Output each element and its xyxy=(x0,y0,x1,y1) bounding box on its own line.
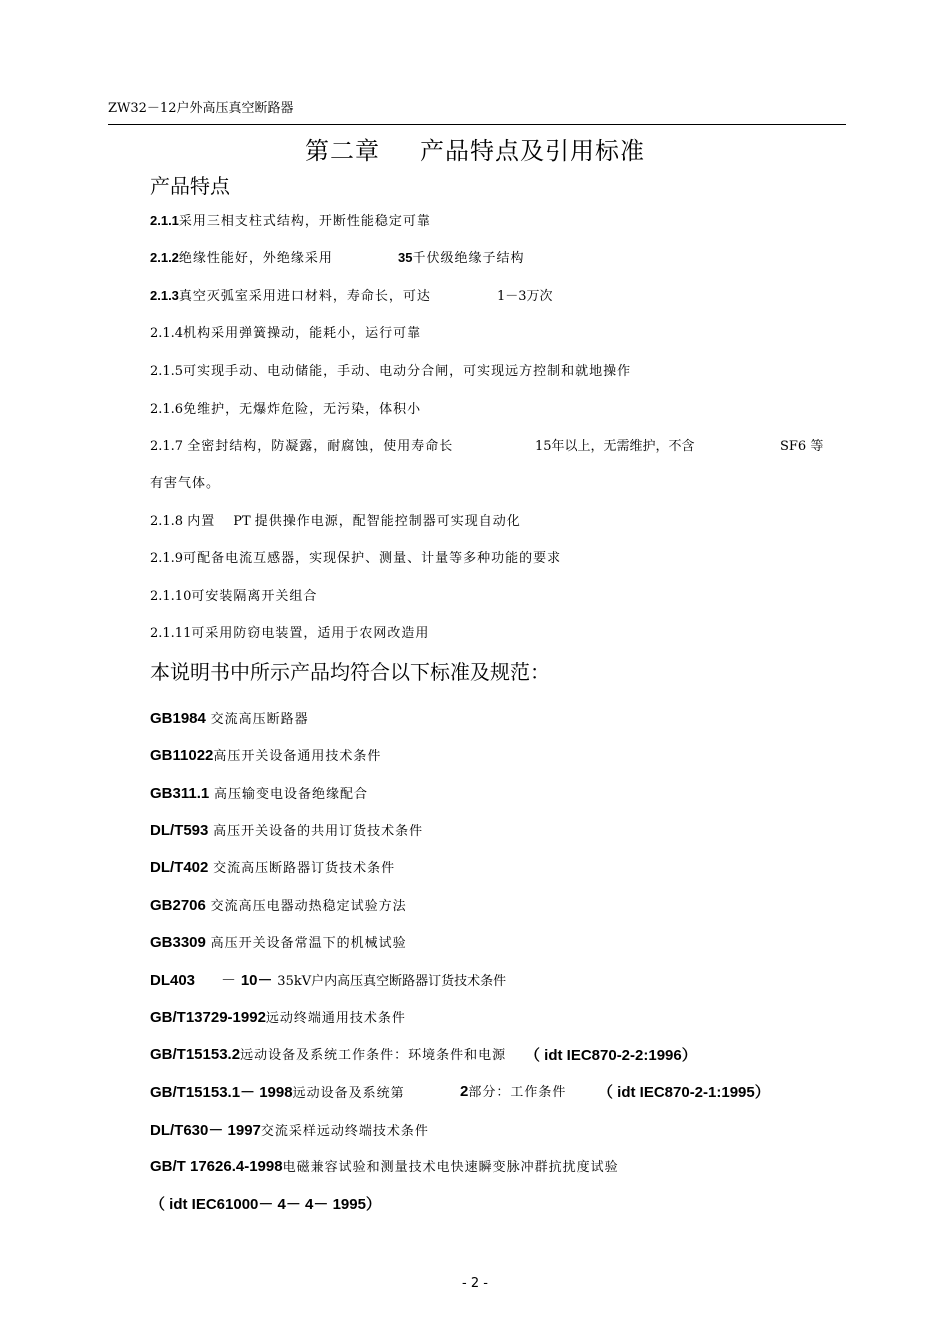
standard-item: GB/T15153.1－ 1998远动设备及系统第 xyxy=(150,1084,405,1101)
feature-item: 2.1.10可安装隔离开关组合 xyxy=(150,589,318,604)
standard-item: DL/T593 高压开关设备的共用订货技术条件 xyxy=(150,822,424,839)
feature-item: 2.1.1采用三相支柱式结构，开断性能稳定可靠 xyxy=(150,213,431,229)
feature-item: 2.1.7 全密封结构，防凝露，耐腐蚀，使用寿命长 xyxy=(150,439,454,454)
standard-item: GB/T 17626.4-1998电磁兼容试验和测量技术电快速瞬变脉冲群抗扰度试验 xyxy=(150,1158,619,1175)
standard-ref: （ idt IEC870-2-2:1996） xyxy=(525,1047,697,1064)
feature-item: 2.1.3真空灭弧室采用进口材料，寿命长，可达 xyxy=(150,288,431,304)
standard-item: DL/T402 交流高压断路器订货技术条件 xyxy=(150,859,396,876)
header-rule xyxy=(108,124,846,125)
standard-item: GB3309 高压开关设备常温下的机械试验 xyxy=(150,934,407,951)
standard-item-cont: 2部分：工作条件 xyxy=(460,1083,567,1100)
standard-item: GB2706 交流高压电器动热稳定试验方法 xyxy=(150,897,407,914)
feature-item: 2.1.4机构采用弹簧操动，能耗小，运行可靠 xyxy=(150,326,422,341)
standard-item: DL403 － 10－ 35kV户内高压真空断路器订货技术条件 xyxy=(150,971,507,989)
feature-item: 2.1.9可配备电流互感器，实现保护、测量、计量等多种功能的要求 xyxy=(150,551,562,566)
features-heading: 产品特点 xyxy=(150,174,230,198)
chapter-number: 第二章 xyxy=(305,137,380,165)
standard-item: GB1984 交流高压断路器 xyxy=(150,710,309,727)
feature-item: 2.1.6免维护，无爆炸危险，无污染，体积小 xyxy=(150,402,422,417)
standard-item: GB311.1 高压输变电设备绝缘配合 xyxy=(150,785,369,802)
feature-item: 2.1.11可采用防窃电装置，适用于农网改造用 xyxy=(150,626,430,641)
standard-item: GB/T15153.2远动设备及系统工作条件：环境条件和电源 xyxy=(150,1046,507,1063)
standard-item: DL/T630－ 1997交流采样远动终端技术条件 xyxy=(150,1122,429,1139)
standards-heading: 本说明书中所示产品均符合以下标准及规范： xyxy=(150,660,550,684)
feature-item: 2.1.2绝缘性能好，外绝缘采用 xyxy=(150,250,333,266)
feature-item-cont: 35千伏级绝缘子结构 xyxy=(398,250,525,266)
feature-item-cont: 1－3万次 xyxy=(497,289,553,304)
gas-label: SF6 等 xyxy=(780,439,824,454)
feature-item: 2.1.8 内置 PT 提供操作电源，配智能控制器可实现自动化 xyxy=(150,514,521,529)
feature-item-cont: 15年以上，无需维护，不含 xyxy=(535,439,695,454)
standard-ref: （ idt IEC870-2-1:1995） xyxy=(598,1084,770,1101)
running-header: ZW32－12户外高压真空断路器 xyxy=(108,101,294,116)
standard-item: （ idt IEC61000－ 4－ 4－ 1995） xyxy=(150,1196,381,1213)
chapter-title xyxy=(0,131,950,166)
feature-item-wrap: 有害气体。 xyxy=(150,476,221,491)
page-number: - 2 - xyxy=(462,1276,488,1291)
chapter-name: 产品特点及引用标准 xyxy=(420,137,645,165)
standard-item: GB11022高压开关设备通用技术条件 xyxy=(150,747,382,764)
feature-item: 2.1.5可实现手动、电动储能，手动、电动分合闸，可实现远方控制和就地操作 xyxy=(150,364,632,379)
standard-item: GB/T13729-1992远动终端通用技术条件 xyxy=(150,1009,406,1026)
